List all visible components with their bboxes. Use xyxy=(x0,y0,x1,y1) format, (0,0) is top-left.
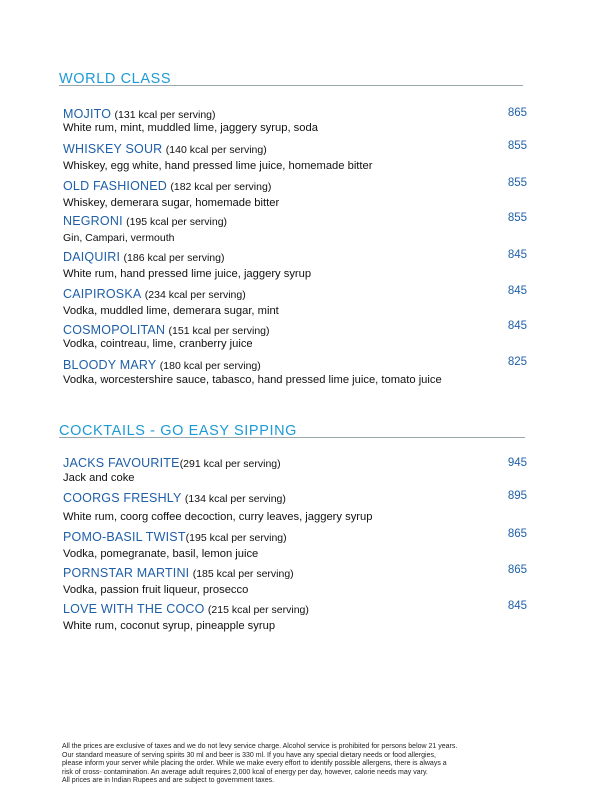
footer-line: All prices are in Indian Rupees and are subject to government taxes. xyxy=(62,777,275,785)
item-price: 845 xyxy=(507,249,527,261)
item-name: MOJITO xyxy=(63,107,112,121)
item-description: Vodka, pomegranate, basil, lemon juice xyxy=(63,548,259,560)
item-price: 865 xyxy=(507,107,527,119)
menu-item-coorgs-freshly xyxy=(63,491,463,524)
footer-line: please inform your server while placing the order. While we make every effort to identify possible allergens, there is always a xyxy=(62,760,447,768)
item-name: COORGS FRESHLY xyxy=(63,491,182,505)
item-description: Vodka, cointreau, lime, cranberry juice xyxy=(63,338,253,350)
menu-item-whiskey-sour xyxy=(63,142,463,173)
item-kcal: (182 kcal per serving) xyxy=(170,181,272,193)
menu-item-cosmopolitan xyxy=(63,323,463,351)
section-divider xyxy=(59,437,525,438)
footer-disclaimer xyxy=(62,743,532,786)
item-kcal: (215 kcal per serving) xyxy=(207,604,309,616)
item-kcal: (185 kcal per serving) xyxy=(192,568,294,580)
item-price: 945 xyxy=(507,457,527,469)
footer-line: risk of cross- contamination. An average adult requires 2,000 kcal of energy per day, however, calorie needs may vary. xyxy=(62,768,428,776)
item-name: COSMOPOLITAN xyxy=(63,323,166,337)
item-description: Vodka, muddled lime, demerara sugar, mint xyxy=(63,305,279,317)
item-price: 845 xyxy=(507,320,527,332)
item-kcal: (195 kcal per serving) xyxy=(185,532,287,544)
item-description: Vodka, passion fruit liqueur, prosecco xyxy=(63,584,249,596)
item-kcal: (234 kcal per serving) xyxy=(144,289,246,301)
footer-line: Our standard measure of serving spirits 30 ml and beer is 330 ml. If you have any special dietary needs or food allergies, xyxy=(62,751,436,759)
item-description: Whiskey, egg white, hand pressed lime juice, homemade bitter xyxy=(63,160,373,172)
item-kcal: (151 kcal per serving) xyxy=(168,325,270,337)
item-price: 845 xyxy=(507,600,527,612)
item-description: White rum, coorg coffee decoction, curry leaves, jaggery syrup xyxy=(63,511,373,523)
item-kcal: (131 kcal per serving) xyxy=(114,109,216,121)
menu-item-caipiroska xyxy=(63,287,463,318)
item-price: 845 xyxy=(507,285,527,297)
item-description: White rum, coconut syrup, pineapple syrup xyxy=(63,620,276,632)
menu-item-pornstar-martini xyxy=(63,566,463,597)
item-description: Jack and coke xyxy=(63,472,135,484)
item-name: NEGRONI xyxy=(63,214,123,228)
item-kcal: (180 kcal per serving) xyxy=(159,360,261,372)
item-kcal: (134 kcal per serving) xyxy=(184,493,286,505)
menu-item-old-fashioned xyxy=(63,179,463,210)
menu-item-bloody-mary xyxy=(63,358,463,387)
item-description: Whiskey, demerara sugar, homemade bitter xyxy=(63,197,280,209)
item-name: DAIQUIRI xyxy=(63,250,121,264)
item-name: LOVE WITH THE COCO xyxy=(63,602,205,616)
section-divider xyxy=(59,85,523,86)
item-price: 855 xyxy=(507,140,527,152)
item-kcal: (140 kcal per serving) xyxy=(165,144,267,156)
item-kcal: (291 kcal per serving) xyxy=(179,458,281,470)
item-name: WHISKEY SOUR xyxy=(63,142,163,156)
item-price: 855 xyxy=(507,212,527,224)
menu-item-negroni xyxy=(63,214,463,245)
item-description: Vodka, worcestershire sauce, tabasco, hand pressed lime juice, tomato juice xyxy=(63,374,442,386)
item-name: POMO-BASIL TWIST xyxy=(63,530,186,544)
section-title-cocktails: COCKTAILS - GO EASY SIPPING xyxy=(59,423,298,439)
menu-item-daiquiri xyxy=(63,250,463,281)
item-price: 895 xyxy=(507,490,527,502)
footer-line: All the prices are exclusive of taxes and we do not levy service charge. Alcohol service is prohibited for persons below 21 years. xyxy=(62,743,458,750)
item-name: OLD FASHIONED xyxy=(63,179,168,193)
item-price: 825 xyxy=(507,356,527,368)
section-title-world-class: WORLD CLASS xyxy=(59,71,172,87)
item-price: 865 xyxy=(507,528,527,540)
item-name: CAIPIROSKA xyxy=(63,287,142,301)
menu-item-mojito xyxy=(63,107,463,135)
item-name: BLOODY MARY xyxy=(63,358,157,372)
item-description: Gin, Campari, vermouth xyxy=(63,232,175,244)
item-name: JACKS FAVOURITE xyxy=(63,456,180,470)
menu-item-love-with-the-coco xyxy=(63,602,463,633)
item-name: PORNSTAR MARTINI xyxy=(63,566,190,580)
item-kcal: (186 kcal per serving) xyxy=(123,252,225,264)
item-description: White rum, mint, muddled lime, jaggery syrup, soda xyxy=(63,122,318,134)
item-price: 855 xyxy=(507,177,527,189)
item-kcal: (195 kcal per serving) xyxy=(126,216,228,228)
item-description: White rum, hand pressed lime juice, jaggery syrup xyxy=(63,268,312,280)
item-price: 865 xyxy=(507,564,527,576)
menu-item-jacks-favourite xyxy=(63,456,463,485)
menu-item-pomo-basil-twist xyxy=(63,530,463,561)
